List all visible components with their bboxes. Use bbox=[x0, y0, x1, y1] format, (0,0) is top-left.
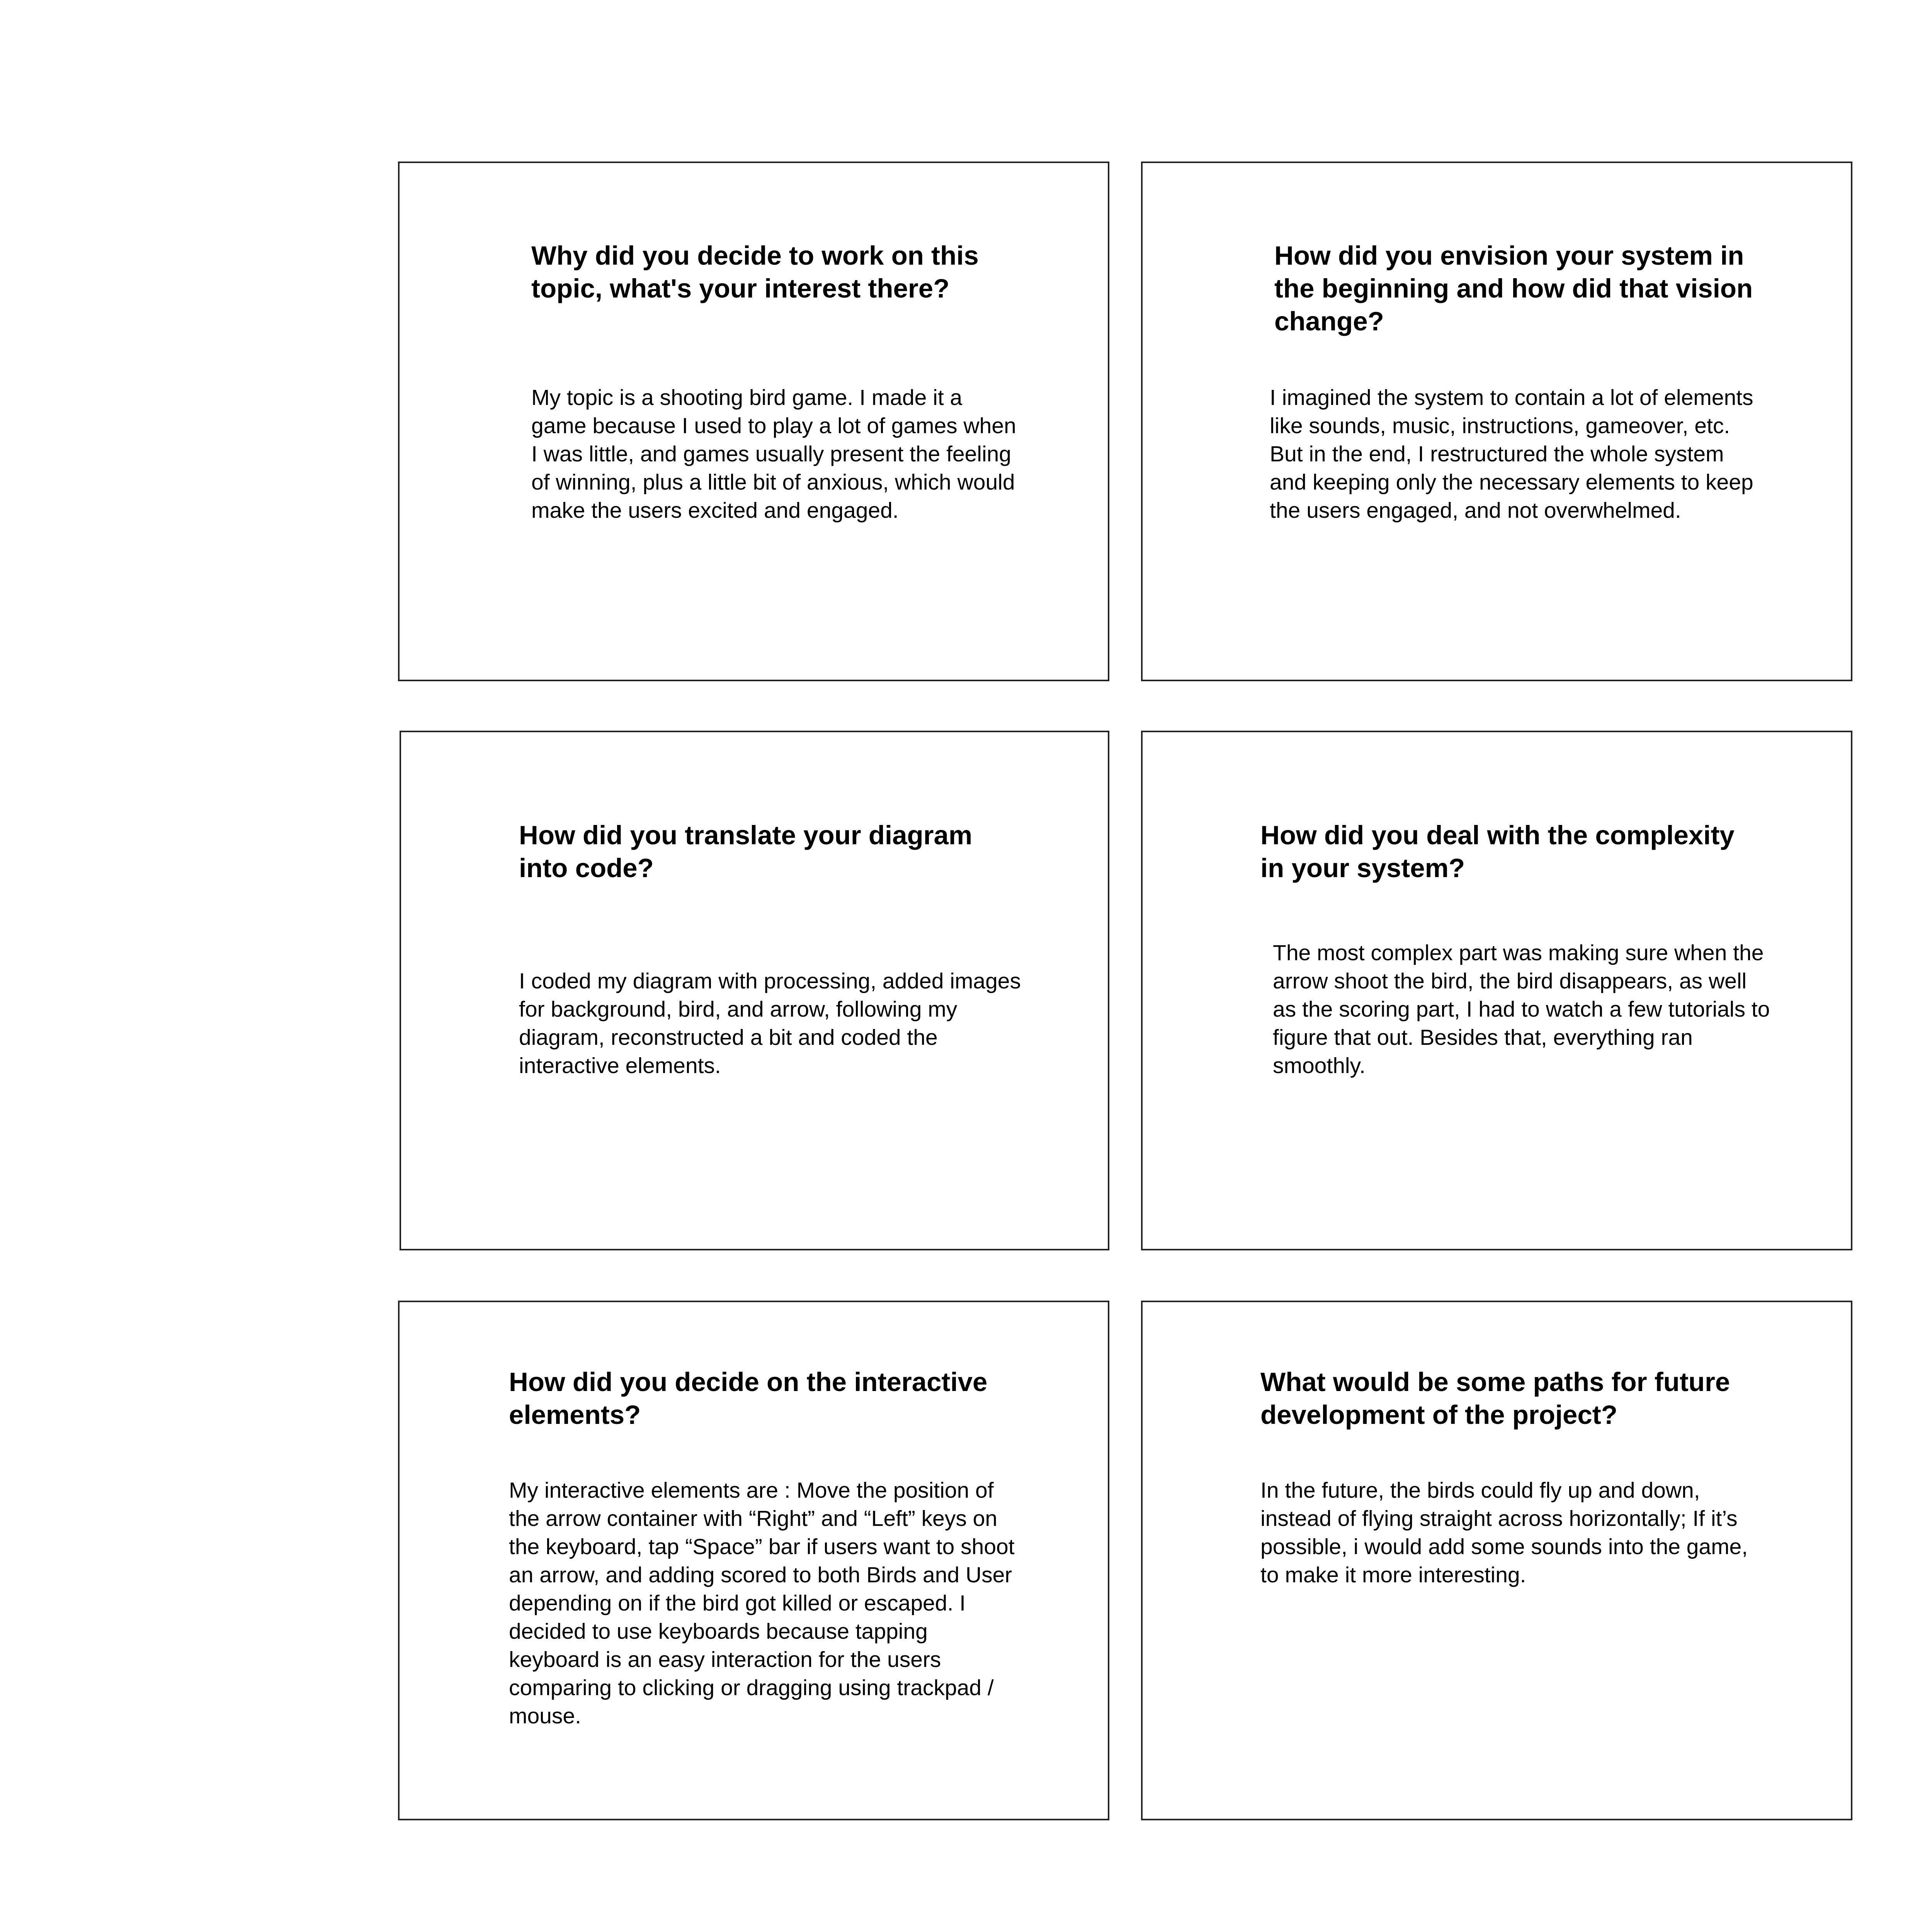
answer-text: My topic is a shooting bird game. I made it a game because I used to play a lot of games when I was little, and games usually present the feeling of winning, plus a little bit of anxious, which would make the users excited and engaged. bbox=[531, 385, 1016, 523]
answer-text: In the future, the birds could fly up and down, instead of flying straight across horizontally; If it’s possible, i would add some sounds into the game, to make it more interesting. bbox=[1260, 1478, 1748, 1587]
question-text: How did you decide on the interactive elements? bbox=[509, 1367, 988, 1430]
question-text: How did you translate your diagram into code? bbox=[519, 820, 973, 883]
qa-card-diagram-to-code bbox=[400, 731, 1109, 1250]
qa-card-vision bbox=[1141, 162, 1852, 681]
answer-text: I imagined the system to contain a lot of elements like sounds, music, instructions, gameover, etc. But in the end, I restructured the whole system and keeping only the necessary elements to keep the users engaged, and not overwhelmed. bbox=[1270, 385, 1753, 523]
question-text: What would be some paths for future development of the project? bbox=[1260, 1367, 1730, 1430]
qa-card-complexity bbox=[1141, 731, 1852, 1250]
question-text: Why did you decide to work on this topic, what's your interest there? bbox=[531, 241, 979, 303]
answer-text: The most complex part was making sure when the arrow shoot the bird, the bird disappears, as well as the scoring part, I had to watch a few tutorials to figure that out. Besides that, everything ran smoothly. bbox=[1273, 940, 1770, 1078]
answer-text: I coded my diagram with processing, added images for background, bird, and arrow, following my diagram, reconstructed a bit and coded the interactive elements. bbox=[519, 969, 1021, 1078]
question-text: How did you deal with the complexity in your system? bbox=[1260, 820, 1735, 883]
question-text: How did you envision your system in the beginning and how did that vision change? bbox=[1274, 241, 1753, 336]
qa-card-future-development bbox=[1141, 1301, 1852, 1820]
answer-text: My interactive elements are : Move the position of the arrow container with “Right” and “Left” keys on the keyboard, tap “Space” bar if users want to shoot an arrow, and adding scored to both Birds and User depending on if the bird got killed or escaped. I decided to use keyboards because tapping keyboard is an easy interaction for the users comparing to clicking or dragging using trackpad / mouse. bbox=[509, 1478, 1015, 1728]
qa-card-interest bbox=[398, 162, 1109, 681]
qa-card-interactive-elements bbox=[398, 1301, 1109, 1820]
